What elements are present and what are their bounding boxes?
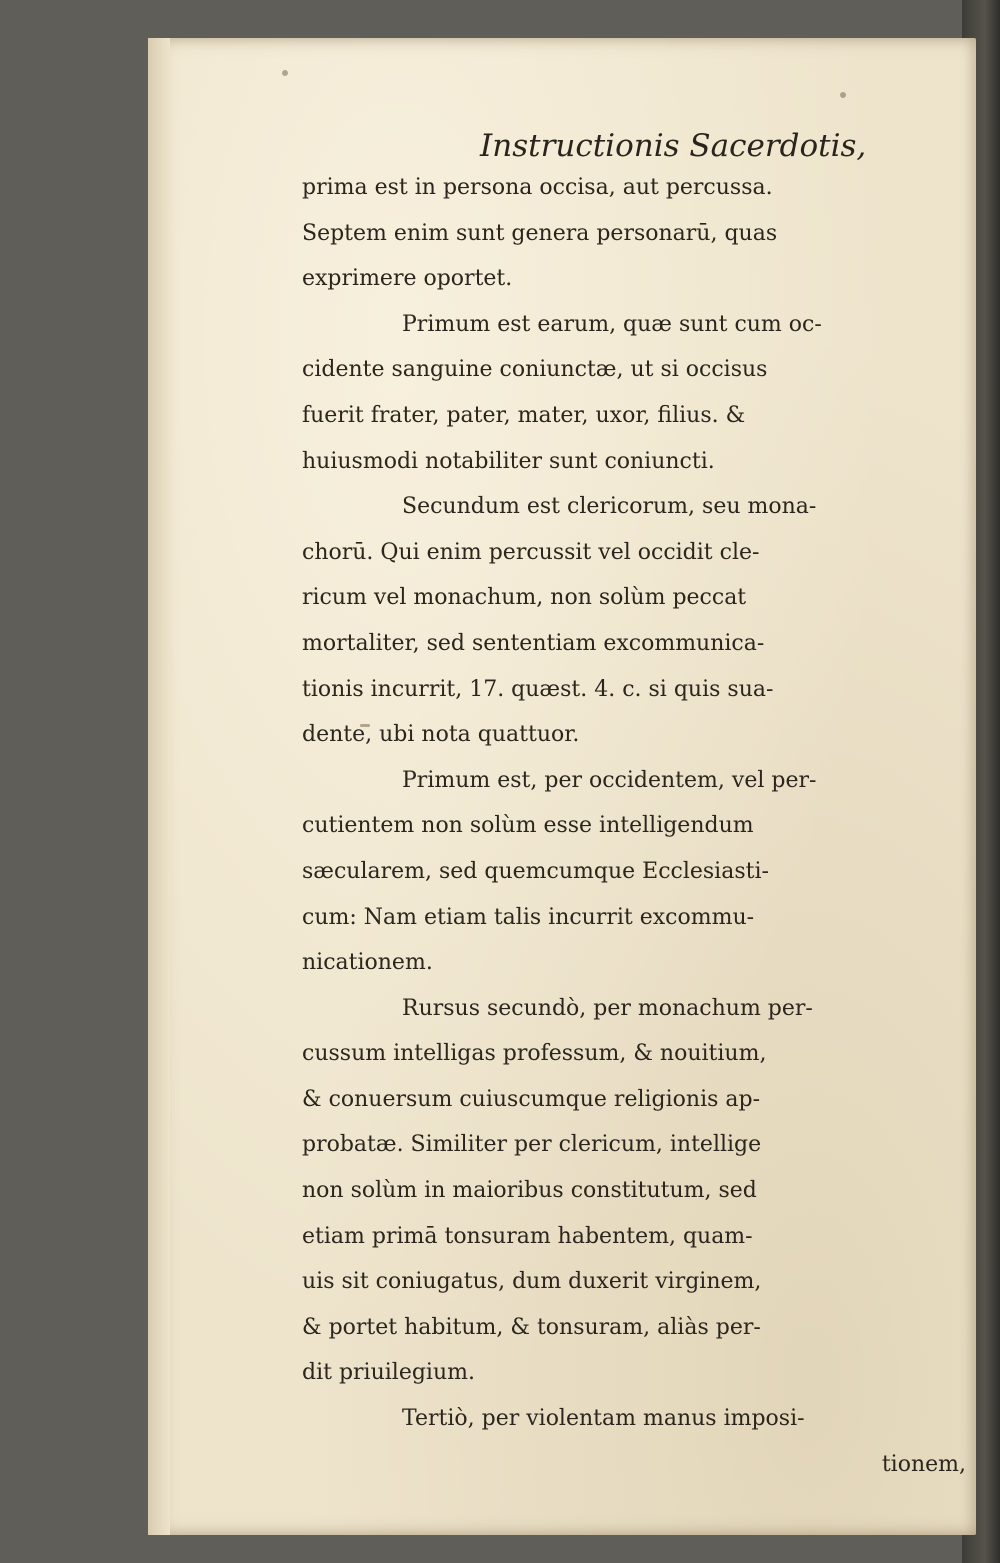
body-text [302, 165, 972, 1487]
text-line: uis sit coniugatus, dum duxerit virginem, [302, 1269, 762, 1295]
text-line: Primum est, per occidentem, vel per- [402, 767, 817, 793]
text-line: probatæ. Similiter per clericum, intellige [302, 1132, 762, 1158]
text-line: chorū. Qui enim percussit vel occidit cle- [302, 539, 760, 565]
text-line: Septem enim sunt genera personarū, quas [302, 220, 778, 246]
paper-speck [282, 70, 288, 76]
text-line: Secundum est clericorum, seu mona- [402, 494, 817, 520]
text-line: cutientem non solùm esse intelligendum [302, 813, 754, 839]
text-line: Tertiò, per violentam manus imposi- [402, 1406, 805, 1432]
text-line: cidente sanguine coniunctæ, ut si occisus [302, 357, 768, 383]
text-line: & conuersum cuiuscumque religionis ap- [302, 1086, 761, 1112]
text-line: non solùm in maioribus constitutum, sed [302, 1178, 757, 1204]
text-line: Primum est earum, quæ sunt cum oc- [402, 311, 822, 337]
paper-speck [840, 92, 846, 98]
text-line: nicationem. [302, 950, 433, 976]
text-line: mortaliter, sed sententiam excommunica- [302, 630, 765, 656]
text-line: cussum intelligas professum, & nouitium, [302, 1041, 767, 1067]
text-line: cum: Nam etiam talis incurrit excommu- [302, 904, 755, 930]
text-line: ricum vel monachum, non solùm peccat [302, 585, 747, 611]
text-line: sæcularem, sed quemcumque Ecclesiasti- [302, 858, 769, 884]
running-head: Instructionis Sacerdotis, [480, 128, 867, 164]
text-line: tionis incurrit, 17. quæst. 4. c. si quis sua- [302, 676, 774, 702]
page-gutter [148, 38, 170, 1535]
text-line: fuerit frater, pater, mater, uxor, filius. & [302, 402, 746, 428]
text-line: etiam primā tonsuram habentem, quam- [302, 1223, 753, 1249]
text-line: dente, ubi nota quattuor. [302, 722, 580, 748]
text-line: prima est in persona occisa, aut percussa. [302, 175, 773, 200]
text-line: & portet habitum, & tonsuram, aliàs per- [302, 1314, 761, 1340]
text-line: huiusmodi notabiliter sunt coniuncti. [302, 448, 715, 474]
text-line: exprimere oportet. [302, 266, 513, 292]
catchword-line: tionem, [881, 1451, 966, 1477]
text-line: dit priuilegium. [302, 1360, 475, 1386]
text-line: Rursus secundò, per monachum per- [402, 995, 813, 1021]
